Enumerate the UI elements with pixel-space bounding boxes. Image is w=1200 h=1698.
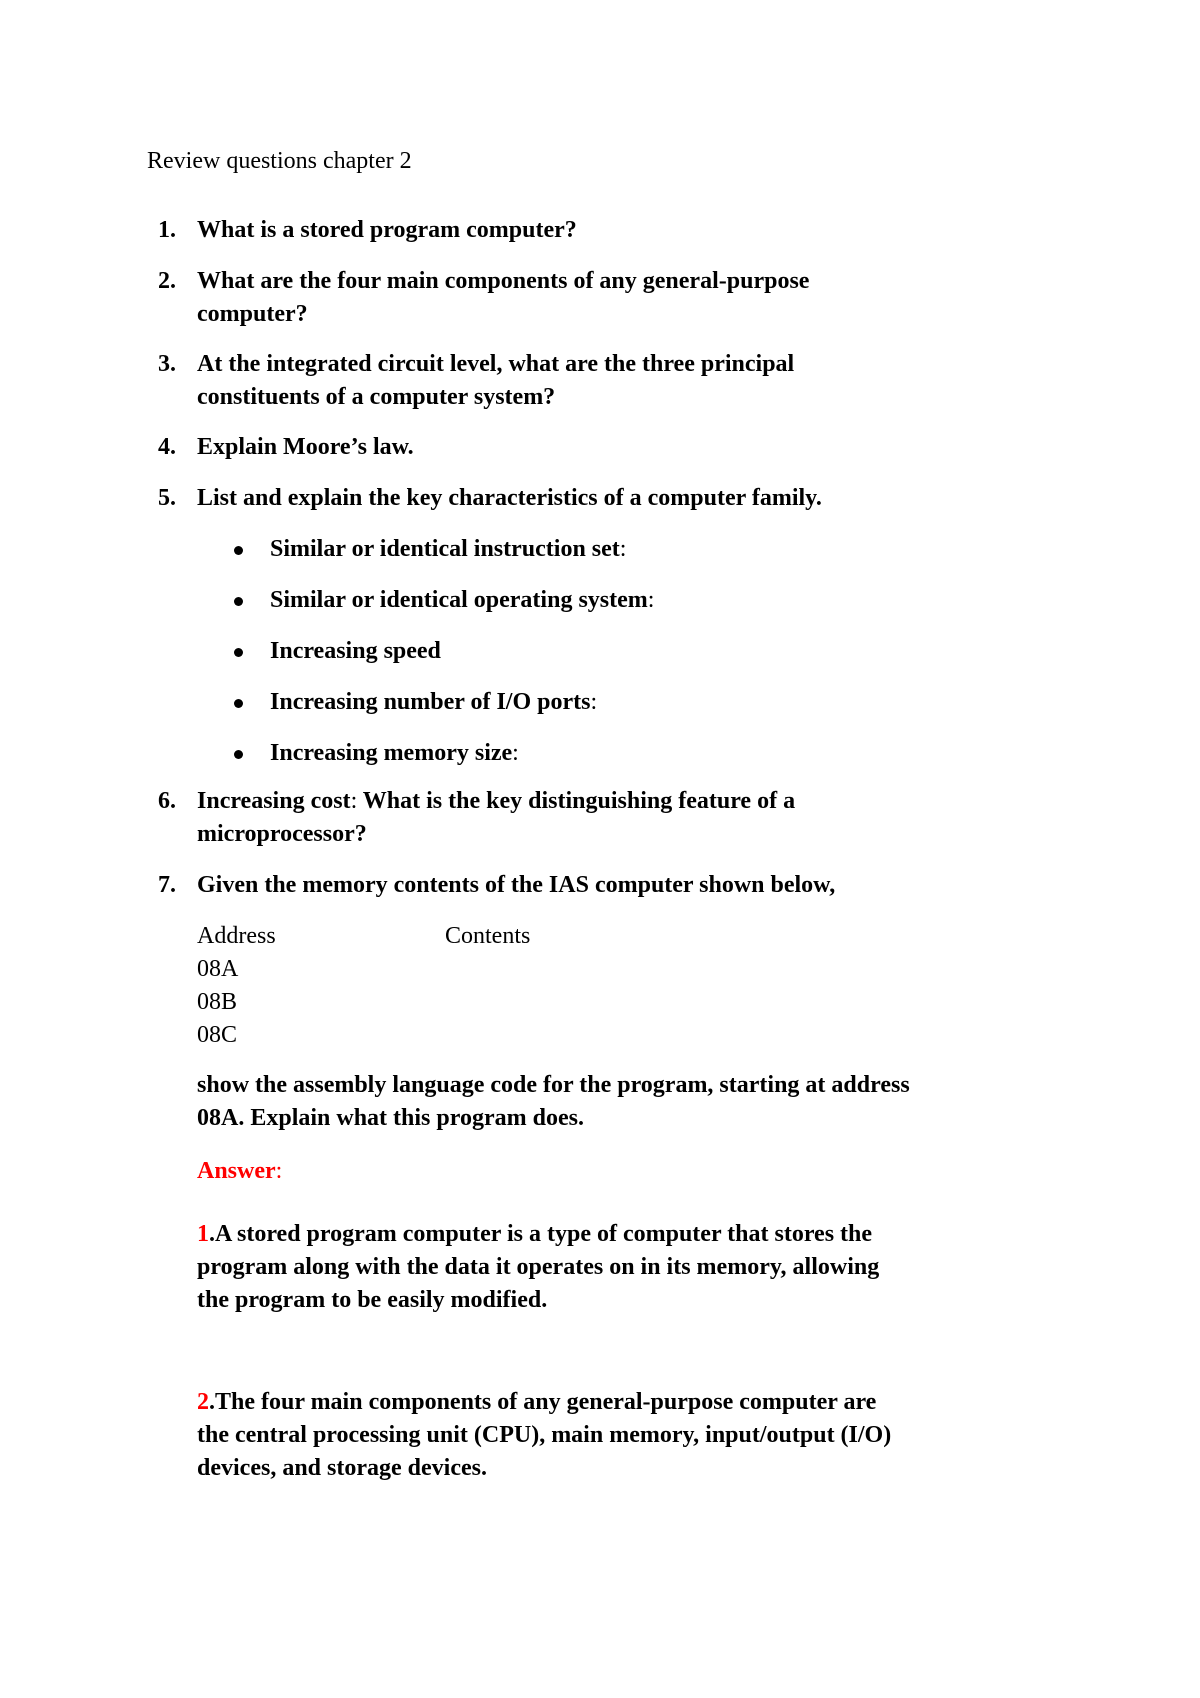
answer-number: 1 [197, 1221, 209, 1247]
question-text: List and explain the key characteristics of a computer family. [197, 485, 822, 511]
bullet-icon [234, 750, 243, 759]
followup-line: show the assembly language code for the program, starting at address [197, 1072, 910, 1098]
question-text [197, 348, 1057, 414]
list-item [0, 533, 1200, 566]
address-cell: 08A [197, 956, 239, 982]
question-text-line: microprocessor? [197, 821, 367, 847]
address-cell: 08B [197, 989, 238, 1015]
question-number: 5. [158, 485, 176, 511]
address-cell: 08C [197, 1022, 238, 1048]
answer-1 [197, 1218, 1057, 1317]
list-item [0, 737, 1200, 770]
answer-line: the program to be easily modified. [197, 1287, 548, 1313]
question-number: 6. [158, 788, 176, 814]
question-text-line: At the integrated circuit level, what are the three principal [197, 351, 795, 377]
question-text-line: constituents of a computer system? [197, 384, 556, 410]
memory-table [197, 920, 797, 1052]
column-header-contents: Contents [445, 923, 531, 949]
answer-2 [197, 1386, 1057, 1485]
question-text-line: What are the four main components of any general-purpose [197, 268, 810, 294]
question-7-followup [197, 1069, 1057, 1135]
question-text: What is a stored program computer? [197, 217, 577, 243]
bullet-icon [234, 699, 243, 708]
question-text-lead: Increasing cost [197, 788, 351, 814]
bullet-icon [234, 597, 243, 606]
list-item-suffix: : [590, 689, 598, 715]
list-item-text: Similar or identical operating system [270, 587, 648, 613]
question-text [197, 265, 1057, 331]
list-item-suffix: : [647, 587, 655, 613]
question-text: Explain Moore’s law. [197, 434, 414, 460]
question-text-line: computer? [197, 301, 308, 327]
question-number: 2. [158, 268, 176, 294]
list-item-text: Increasing speed [270, 638, 441, 664]
answer-line: the central processing unit (CPU), main memory, input/output (I/O) [197, 1422, 892, 1448]
question-number: 4. [158, 434, 176, 460]
bullet-icon [234, 648, 243, 657]
answer-heading [197, 1155, 1057, 1188]
answer-line: devices, and storage devices. [197, 1455, 487, 1481]
table-row [197, 1019, 797, 1052]
page-title: Review questions chapter 2 [147, 148, 412, 174]
list-item-text: Increasing number of I/O ports [270, 689, 591, 715]
list-item-text: Similar or identical instruction set [270, 536, 620, 562]
followup-line: 08A. Explain what this program does. [197, 1105, 584, 1131]
table-row [197, 953, 797, 986]
table-row [197, 986, 797, 1019]
list-item-suffix: : [619, 536, 627, 562]
column-header-address: Address [197, 923, 276, 949]
list-item [0, 686, 1200, 719]
list-item-suffix: : [512, 740, 519, 766]
question-text-rest: What is the key distinguishing feature of a [357, 788, 796, 814]
list-item [0, 635, 1200, 668]
answer-line: .The four main components of any general-purpose computer are [209, 1389, 877, 1415]
answer-line: .A stored program computer is a type of computer that stores the [209, 1221, 873, 1247]
answer-label: Answer [197, 1158, 276, 1184]
question-number: 3. [158, 351, 176, 377]
question-number: 1. [158, 217, 176, 243]
question-number: 7. [158, 872, 176, 898]
answer-colon: : [275, 1158, 283, 1184]
answer-line: program along with the data it operates on in its memory, allowing [197, 1254, 880, 1280]
question-text [197, 785, 1057, 851]
list-item-text: Increasing memory size [270, 740, 513, 766]
table-header-row [197, 920, 797, 953]
bullet-icon [234, 546, 243, 555]
answer-number: 2 [197, 1389, 209, 1415]
question-text: Given the memory contents of the IAS computer shown below, [197, 872, 836, 898]
list-item [0, 584, 1200, 617]
question-text-colon: : [350, 788, 358, 814]
